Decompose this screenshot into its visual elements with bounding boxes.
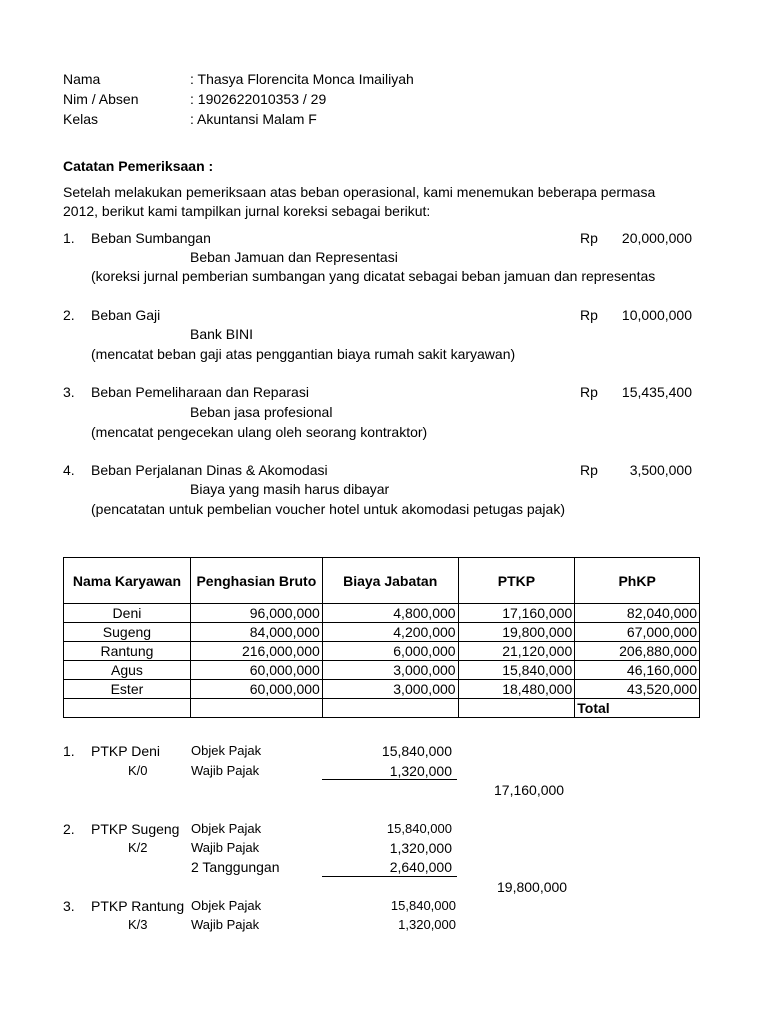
cell-bruto: 84,000,000 (190, 623, 322, 642)
entry-3-number: 3. (63, 384, 75, 400)
ptkp-2-sum-line (322, 876, 457, 877)
intro-line-1: Setelah melakukan pemeriksaan atas beban operasional, kami menemukan beberapa permasa (63, 184, 656, 200)
ptkp-3-item-2-value: 1,320,000 (398, 917, 456, 932)
entry-2-note: (mencatat beban gaji atas penggantian biaya rumah sakit karyawan) (91, 346, 516, 362)
table-row (64, 623, 700, 642)
header-biaya-jabatan: Biaya Jabatan (322, 558, 458, 604)
entry-3-note: (mencatat pengecekan ulang oleh seorang kontraktor) (91, 424, 428, 440)
ptkp-1-sum-line (322, 779, 457, 780)
entry-3-currency: Rp (580, 384, 598, 400)
ptkp-1-item-1-value: 15,840,000 (381, 743, 452, 759)
table-row (64, 642, 700, 661)
ptkp-1-total: 17,160,000 (494, 782, 565, 798)
ptkp-2-number: 2. (63, 821, 75, 837)
kelas-label: Kelas (63, 111, 99, 127)
table-row (64, 680, 700, 699)
ptkp-2-item-3-value: 2,640,000 (389, 859, 452, 875)
entry-1-number: 1. (63, 230, 75, 246)
cell-empty (64, 699, 191, 718)
cell-biaya-jabatan: 4,800,000 (322, 604, 458, 623)
cell-name: Sugeng (64, 623, 191, 642)
cell-empty (322, 699, 458, 718)
cell-phkp: 67,000,000 (575, 623, 700, 642)
ptkp-2-item-1-label: Objek Pajak (191, 821, 262, 836)
ptkp-3-item-1-label: Objek Pajak (191, 898, 262, 913)
ptkp-3-status: K/3 (128, 917, 148, 932)
cell-biaya-jabatan: 6,000,000 (322, 642, 458, 661)
ptkp-3-number: 3. (63, 898, 75, 914)
cell-name: Rantung (64, 642, 191, 661)
entry-3-credit: Beban jasa profesional (190, 404, 333, 420)
header-penghasian-bruto: Penghasian Bruto (190, 558, 322, 604)
ptkp-3-item-1-value: 15,840,000 (390, 898, 456, 913)
entry-2-amount: 10,000,000 (621, 307, 692, 323)
table-row (64, 604, 700, 623)
catatan-title: Catatan Pemeriksaan : (63, 158, 214, 174)
nama-value: : Thasya Florencita Monca Imailiyah (190, 71, 414, 87)
cell-ptkp: 21,120,000 (458, 642, 575, 661)
cell-biaya-jabatan: 3,000,000 (322, 661, 458, 680)
cell-name: Ester (64, 680, 191, 699)
entry-3-debit: Beban Pemeliharaan dan Reparasi (91, 384, 309, 400)
entry-4-currency: Rp (580, 462, 598, 478)
ptkp-1-item-1-label: Objek Pajak (191, 743, 262, 758)
table-total-row (64, 699, 700, 718)
ptkp-2-item-3-label: 2 Tanggungan (191, 859, 280, 875)
cell-ptkp: 15,840,000 (458, 661, 575, 680)
entry-1-credit: Beban Jamuan dan Representasi (190, 249, 398, 265)
cell-biaya-jabatan: 3,000,000 (322, 680, 458, 699)
ptkp-2-title: PTKP Sugeng (91, 821, 180, 837)
cell-bruto: 60,000,000 (190, 680, 322, 699)
cell-bruto: 96,000,000 (190, 604, 322, 623)
cell-ptkp: 19,800,000 (458, 623, 575, 642)
entry-4-number: 4. (63, 462, 75, 478)
table-row (64, 661, 700, 680)
entry-2-currency: Rp (580, 307, 598, 323)
total-label: Total (575, 699, 700, 718)
ptkp-1-number: 1. (63, 743, 75, 759)
cell-bruto: 216,000,000 (190, 642, 322, 661)
ptkp-summary-table (63, 557, 700, 718)
cell-empty (458, 699, 575, 718)
cell-name: Deni (64, 604, 191, 623)
cell-biaya-jabatan: 4,200,000 (322, 623, 458, 642)
entry-1-note: (koreksi jurnal pemberian sumbangan yang dicatat sebagai beban jamuan dan representas (91, 268, 656, 284)
entry-1-amount: 20,000,000 (621, 230, 692, 246)
table-header-row (64, 558, 700, 604)
ptkp-1-title: PTKP Deni (91, 743, 160, 759)
entry-2-number: 2. (63, 307, 75, 323)
entry-1-currency: Rp (580, 230, 598, 246)
nim-value: : 1902622010353 / 29 (190, 91, 327, 107)
kelas-value: : Akuntansi Malam F (190, 111, 317, 127)
ptkp-2-item-2-label: Wajib Pajak (191, 840, 260, 855)
cell-name: Agus (64, 661, 191, 680)
entry-2-debit: Beban Gaji (91, 307, 161, 323)
cell-ptkp: 18,480,000 (458, 680, 575, 699)
nim-label: Nim / Absen (63, 91, 139, 107)
cell-phkp: 46,160,000 (575, 661, 700, 680)
cell-bruto: 60,000,000 (190, 661, 322, 680)
ptkp-1-item-2-label: Wajib Pajak (191, 763, 260, 778)
cell-phkp: 206,880,000 (575, 642, 700, 661)
cell-empty (190, 699, 322, 718)
cell-phkp: 43,520,000 (575, 680, 700, 699)
ptkp-3-title: PTKP Rantung (91, 898, 185, 914)
entry-4-debit: Beban Perjalanan Dinas & Akomodasi (91, 462, 328, 478)
ptkp-2-item-1-value: 15,840,000 (386, 821, 452, 836)
ptkp-2-item-2-value: 1,320,000 (389, 840, 452, 856)
ptkp-2-total: 19,800,000 (497, 879, 568, 895)
entry-1-debit: Beban Sumbangan (91, 230, 211, 246)
intro-line-2: 2012, berikut kami tampilkan jurnal koreksi sebagai berikut: (63, 203, 431, 219)
ptkp-1-item-2-value: 1,320,000 (389, 763, 452, 779)
entry-3-amount: 15,435,400 (621, 384, 692, 400)
cell-phkp: 82,040,000 (575, 604, 700, 623)
entry-2-credit: Bank BINI (190, 326, 254, 342)
cell-ptkp: 17,160,000 (458, 604, 575, 623)
entry-4-note: (pencatatan untuk pembelian voucher hotel untuk akomodasi petugas pajak) (91, 501, 565, 517)
ptkp-2-status: K/2 (128, 840, 148, 855)
header-phkp: PhKP (575, 558, 700, 604)
header-nama-karyawan: Nama Karyawan (64, 558, 191, 604)
entry-4-credit: Biaya yang masih harus dibayar (190, 481, 390, 497)
header-ptkp: PTKP (458, 558, 575, 604)
ptkp-1-status: K/0 (128, 763, 148, 778)
nama-label: Nama (63, 71, 101, 87)
ptkp-3-item-2-label: Wajib Pajak (191, 917, 260, 932)
entry-4-amount: 3,500,000 (629, 462, 692, 478)
